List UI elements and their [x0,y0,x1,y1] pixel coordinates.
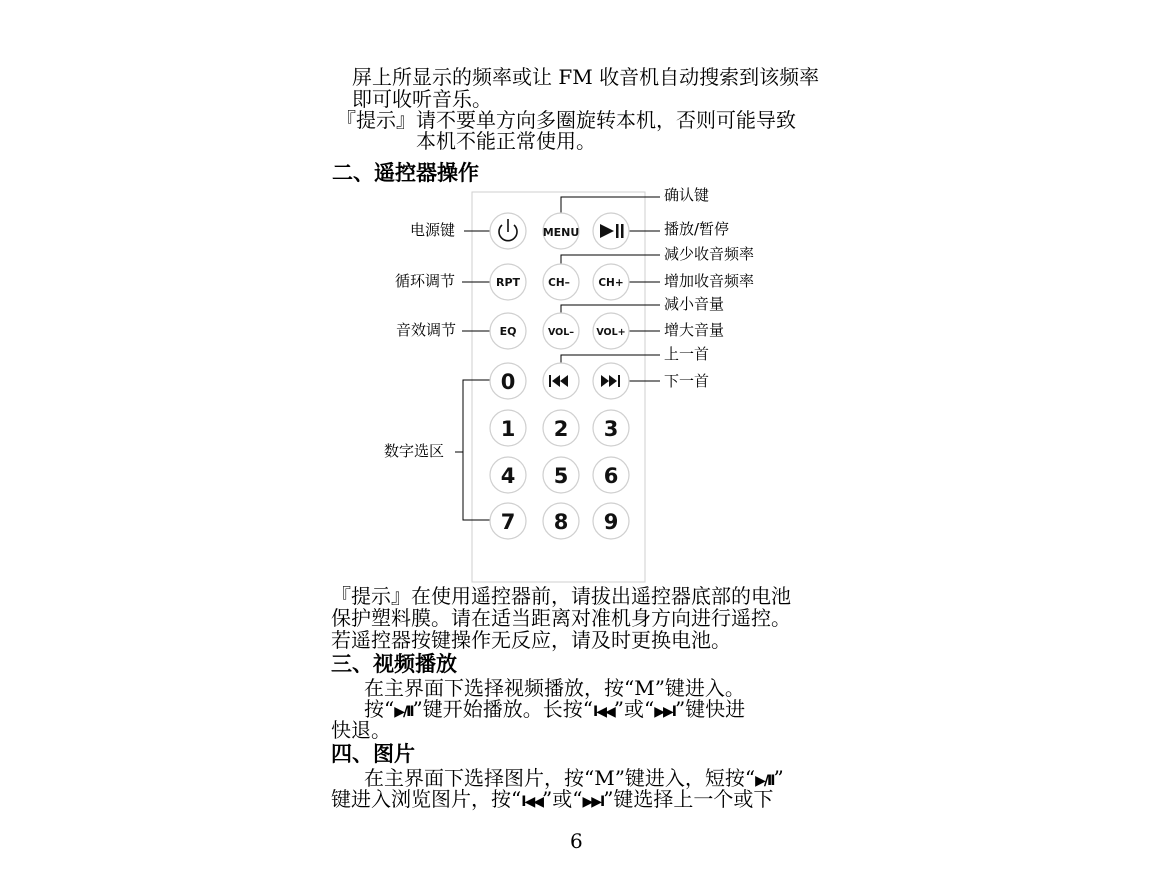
digit-0-label: 0 [500,370,516,394]
digit-4-label: 4 [500,464,516,488]
text-run: ”键选择上一个或下 [603,787,774,811]
tip-text: 保护塑料膜。请在适当距离对准机身方向进行遥控。 [331,606,791,630]
menu-label: MENU [542,226,580,239]
prev-icon: I◀◀ [521,794,542,810]
callout-ch-down: 减少收音频率 [664,245,755,263]
callout-confirm: 确认键 [664,186,710,204]
page-number: 6 [570,829,583,853]
text-run: 按“ [364,697,395,721]
callout-next: 下一首 [664,372,710,390]
digit-5-label: 5 [553,464,569,488]
paragraph-line: 即可收听音乐。 [352,87,492,111]
tip-text: 在使用遥控器前，请拔出遥控器底部的电池 [411,584,791,608]
callout-play-pause: 播放/暂停 [664,220,730,238]
digit-7-label: 7 [500,510,516,534]
paragraph-line [331,789,773,809]
digit-2-label: 2 [553,417,569,441]
callout-power: 电源键 [410,221,456,239]
tip-text: 本机不能正常使用。 [416,129,596,153]
callout-eq: 音效调节 [396,321,457,339]
section-heading: 二、遥控器操作 [332,161,479,185]
digit-1-label: 1 [500,417,516,441]
tip-text: 请不要单方向多圈旋转本机，否则可能导致 [416,108,796,132]
paragraph-line [364,699,745,719]
digit-3-label: 3 [603,417,619,441]
digit-9-label: 9 [603,510,619,534]
paragraph-line: 快退。 [331,718,391,742]
text-run: ”键快进 [674,697,746,721]
text-run: ” [773,766,784,790]
paragraph-line: 在主界面下选择视频播放，按“M”键进入。 [364,676,745,700]
prev-icon: I◀◀ [593,704,614,720]
play-pause-icon: ▶/II [755,773,774,789]
paragraph-line [364,768,784,788]
callout-ch-up: 增加收音频率 [664,272,755,290]
next-icon: ▶▶I [582,794,604,810]
text-run: 在主界面下选择图片，按“M”键进入，短按“ [364,766,756,790]
tip-label: 『提示』 [331,584,411,608]
text-run: ”或“ [613,697,655,721]
callout-digits: 数字选区 [384,442,445,460]
digit-8-label: 8 [553,510,569,534]
callout-vol-down: 减小音量 [664,295,725,313]
paragraph-line: 屏上所显示的频率或让 FM 收音机自动搜索到该频率 [352,65,820,89]
callout-vol-up: 增大音量 [664,321,725,339]
play-pause-icon: ▶/II [394,704,413,720]
rpt-label: RPT [495,276,521,289]
callout-loop: 循环调节 [395,272,456,290]
ch-plus-label: CH+ [598,277,624,289]
vol-plus-label: VOL+ [596,327,626,338]
text-run: ”或“ [541,787,583,811]
callout-prev: 上一首 [664,345,710,363]
section-heading: 四、图片 [331,742,415,766]
eq-label: EQ [499,325,517,338]
tip-text: 若遥控器按键操作无反应，请及时更换电池。 [331,628,731,652]
text-run: ”键开始播放。长按“ [412,697,593,721]
section-heading: 三、视频播放 [331,652,457,676]
digit-6-label: 6 [603,464,619,488]
ch-minus-label: CH– [548,277,570,289]
vol-minus-label: VOL– [547,327,575,338]
tip-label: 『提示』 [336,108,416,132]
next-icon: ▶▶I [654,704,675,720]
text-run: 键进入浏览图片，按“ [331,787,522,811]
